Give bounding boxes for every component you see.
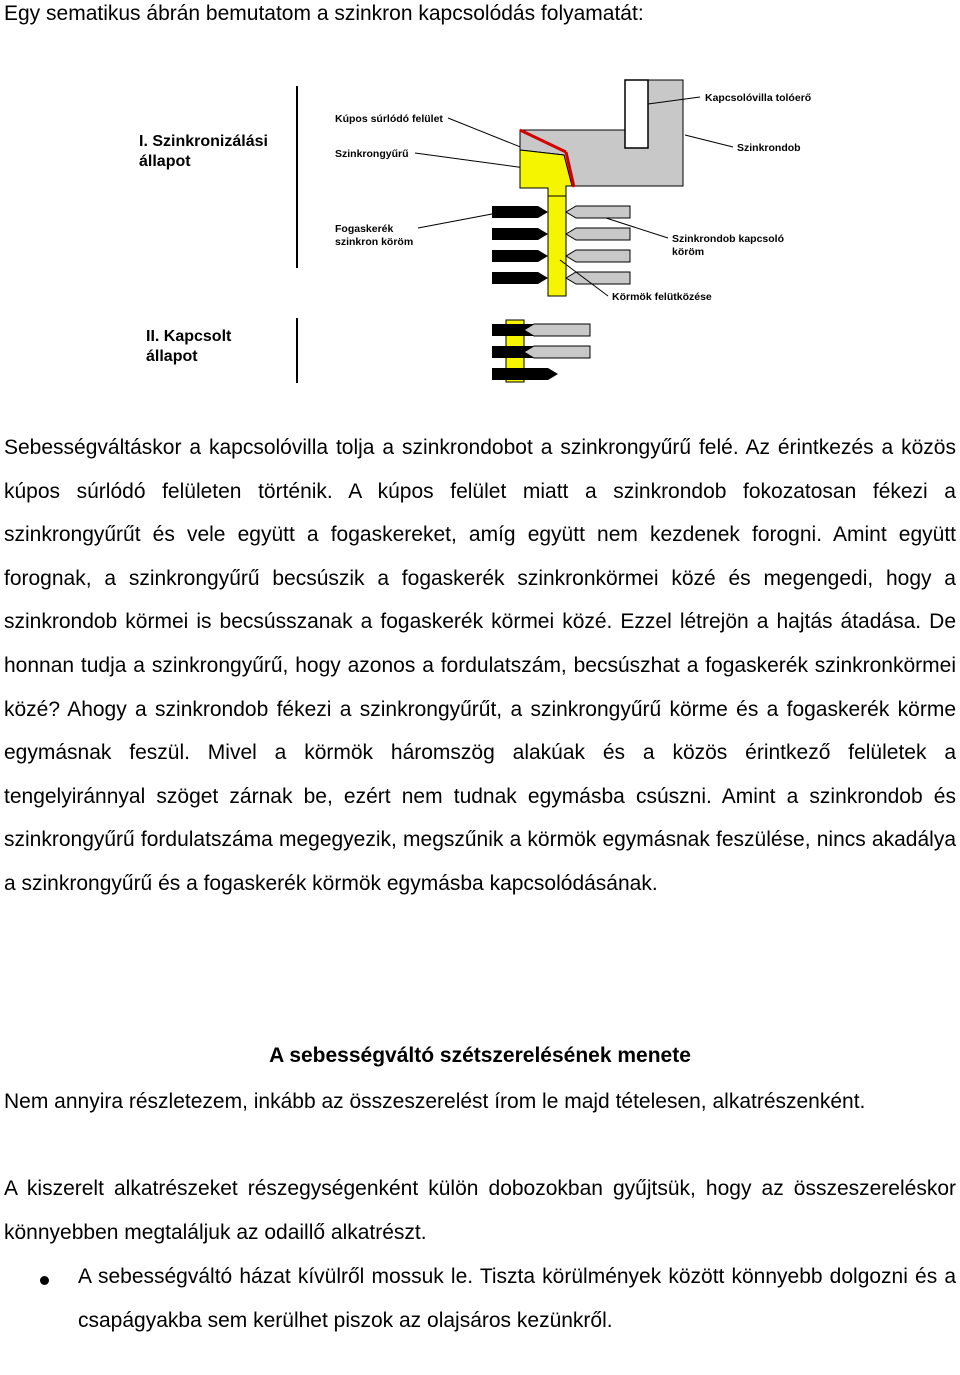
label-kupos-surlodo: Kúpos súrlódó felület bbox=[335, 113, 443, 125]
bullet-item-wash-housing: A sebességváltó házat kívülről mossuk le. Tiszta körülmények között könnyebb dolgozni és a csapágyakba sem kerülhet piszok az olajsáros kezünkről. bbox=[78, 1265, 956, 1332]
synchronizer-diagram bbox=[0, 60, 960, 400]
state1-label-line1: I. Szinkronizálási bbox=[139, 133, 268, 150]
paragraph-parts-collection: A kiszerelt alkatrészeket részegységenként külön dobozokban gyűjtsük, hogy az összeszereléskor könnyebben megtaláljuk az odaillő alkatrészt. bbox=[4, 1177, 956, 1244]
label-fogaskerek-line1: Fogaskerék bbox=[335, 223, 394, 235]
bullet-icon bbox=[40, 1276, 49, 1285]
state2-label-line1: II. Kapcsolt bbox=[146, 328, 232, 345]
state1-claws bbox=[492, 196, 630, 296]
section-heading: A sebességváltó szétszerelésének menete bbox=[269, 1044, 691, 1067]
state1-label-line2: állapot bbox=[139, 153, 191, 170]
label-szinkrondob: Szinkrondob bbox=[737, 142, 801, 154]
pointer-fogaskerek bbox=[418, 214, 492, 228]
label-dobkorom-line2: köröm bbox=[672, 246, 705, 258]
state2-label-line2: állapot bbox=[146, 348, 198, 365]
label-kapcsolovilla: Kapcsolóvilla tolóerő bbox=[705, 92, 812, 104]
paragraph-synchronizer-explanation: Sebességváltáskor a kapcsolóvilla tolja a szinkrondobot a szinkrongyűrű felé. Az érintkezés a közös kúpos súrlódó felületen történik. A kúpos felület miatt a szinkrondob fokozatosan fékezi a szinkrongyűrűt és vele együtt a fogaskereket, amíg együtt nem kezdenek forogni. Amint együtt forognak, a szinkrongyűrű becsúszik a fogaskerék szinkronkörmei közé és megengedi, hogy a szinkrondob körmei is becsússzanak a fogaskerék körmei közé. Ezzel létrejön a hajtás átadása. De honnan tudja a szinkrongyűrű, hogy azonos a fordulatszám, becsúszhat a fogaskerék szinkronkörmei közé? Ahogy a szinkrondob fékezi a szinkrongyűrűt, a szinkrongyűrű körme és a fogaskerék körme egymásnak feszül. Mivel a körmök háromszög alakúak és a közös érintkező felületek a tengelyiránnyal szöget zárnak be, ezért nem tudnak egymásba csúszni. Amint a szinkrondob és szinkrongyűrű fordulatszáma megegyezik, megszűnik a körmök egymásnak feszülése, nincs akadálya a szinkrongyűrű és a fogaskerék körmök egymásba kapcsolódásának. bbox=[4, 436, 956, 895]
state2-claws bbox=[492, 320, 590, 382]
label-felutkozes: Körmök felütközése bbox=[612, 291, 712, 303]
pointer-szinkrondob bbox=[685, 135, 733, 147]
label-szinkrongyuru: Szinkrongyűrű bbox=[335, 148, 409, 160]
label-dobkorom-line1: Szinkrondob kapcsoló bbox=[672, 233, 785, 245]
kapcsolovilla-shape bbox=[625, 80, 648, 148]
intro-text: Egy sematikus ábrán bemutatom a szinkron kapcsolódás folyamatát: bbox=[4, 2, 644, 25]
paragraph-intro-disassembly: Nem annyira részletezem, inkább az összeszerelést írom le majd tételesen, alkatrészenként. bbox=[4, 1090, 866, 1113]
label-fogaskerek-line2: szinkron köröm bbox=[335, 236, 414, 248]
